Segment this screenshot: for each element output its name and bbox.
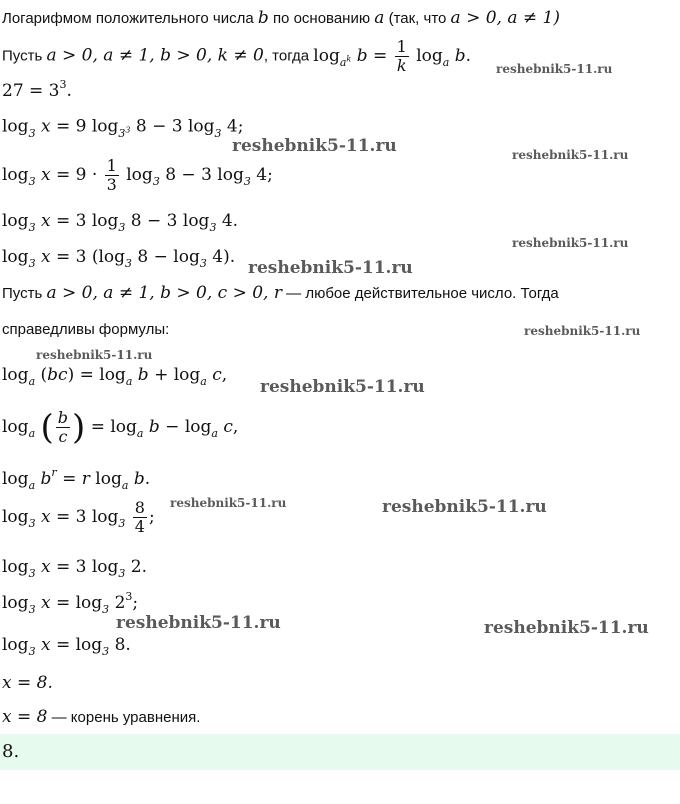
watermark: reshebnik5-11.ru (116, 613, 281, 633)
root-line (2, 706, 200, 729)
watermark: reshebnik5-11.ru (36, 348, 153, 362)
equation-5: $\log_3 x = 3$ $\log_3$ $\frac{8}{4}$ ; (2, 498, 155, 536)
equation-x-8: x = 8. (2, 673, 53, 693)
intro-text-3: (так, что (388, 10, 447, 27)
var-b: b (257, 8, 269, 28)
formulas-intro: справедливы формулы: (2, 321, 170, 338)
watermark: reshebnik5-11.ru (512, 236, 629, 250)
condition-3: a > 0, a ≠ 1, b > 0, c > 0, r (46, 283, 282, 303)
intro-text-2: по основанию (272, 10, 371, 27)
pusty-1: Пусть (2, 47, 43, 65)
equation-3: $\log_3 x = 3$ $\log_3 8 - 3$ $\log_3 4$. (2, 211, 239, 234)
line-27: $27 = 3^3$. (2, 78, 72, 101)
intro-line (2, 7, 560, 30)
formula-power: $\log_a b^r = r$ $\log_a b$. (2, 466, 151, 492)
watermark: reshebnik5-11.ru (248, 258, 413, 278)
watermark: reshebnik5-11.ru (232, 136, 397, 156)
watermark: reshebnik5-11.ru (382, 497, 547, 517)
watermark: reshebnik5-11.ru (496, 62, 613, 76)
cube-exp: 3 (59, 78, 67, 91)
watermark: reshebnik5-11.ru (170, 496, 287, 510)
equation-2: $\log_3 x = 9$ · $\frac{1}{3}$ $\log_3 8 - 3$ $\log_3 4$; (2, 156, 273, 194)
equation-8: $\log_3 x = \log_3 8$. (2, 635, 131, 658)
eq-27: 27 = 3 (2, 81, 60, 101)
togda-1: , тогда (263, 47, 310, 65)
properties-line (2, 282, 559, 305)
watermark: reshebnik5-11.ru (512, 148, 629, 162)
x-eq-8: x = 8 (2, 707, 48, 727)
change-base-line (2, 34, 471, 78)
pusty-2: Пусть (2, 285, 43, 302)
formula-change-base: $\log_{a^k} b$ = $\frac{1}{k}$ $\log_a b$. (313, 36, 472, 75)
formula-quotient: $\log_a$ ( $\frac{b}{c}$ ) = $\log_a b - \log_a c$, (2, 407, 239, 448)
equation-1: $\log_3 x = 9$ $\log_{3^3} 8 - 3$ $\log_3 4$; (2, 116, 244, 140)
root-tail: — корень уравнения. (51, 709, 201, 726)
condition-1: a > 0, a ≠ 1) (450, 8, 560, 28)
watermark: reshebnik5-11.ru (260, 377, 425, 397)
formula-product: $\log_a (bc) = \log_a b + \log_a c$, (2, 365, 228, 388)
intro-text-1: Логарифмом положительного числа (2, 10, 254, 27)
equation-4: $\log_3 x = 3$ ($\log_3$ $8 - \log_3 4$). (2, 247, 236, 270)
equation-6: $\log_3 x = 3$ $\log_3 2$. (2, 557, 148, 580)
watermark: reshebnik5-11.ru (484, 618, 649, 638)
equation-7: $\log_3 x = \log_3 2^3$; (2, 590, 139, 616)
var-a: a (374, 8, 385, 28)
pusty-2-tail: — любое действительное число. Тогда (286, 285, 559, 302)
condition-2: a > 0, a ≠ 1, b > 0, k ≠ 0 (46, 45, 264, 66)
watermark: reshebnik5-11.ru (524, 324, 641, 338)
answer-box: 8. (0, 734, 680, 770)
